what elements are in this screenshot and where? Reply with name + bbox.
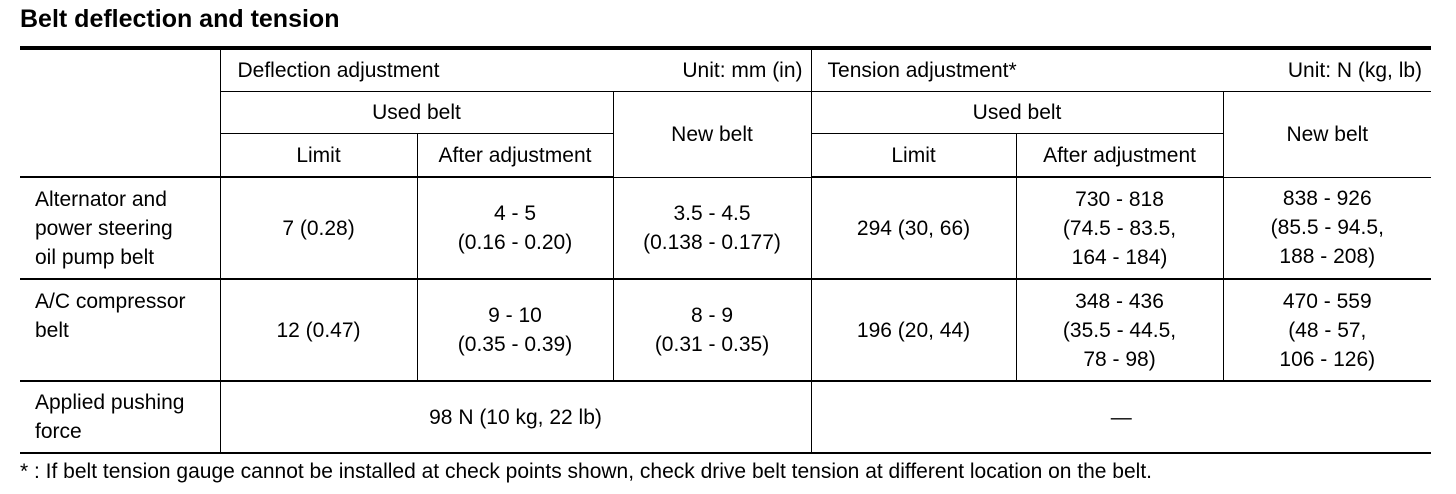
deflection-after-adjustment-header: After adjustment bbox=[417, 134, 613, 178]
tension-adjustment-label: Tension adjustment* bbox=[827, 59, 1017, 82]
tension-used-limit-cell: 196 (20, 44) bbox=[811, 279, 1016, 381]
belt-spec-table bbox=[20, 50, 1431, 454]
corner-cell bbox=[20, 50, 220, 177]
deflection-used-after-cell: 4 - 5 (0.16 - 0.20) bbox=[417, 177, 613, 279]
row-label: Alternator and power steering oil pump belt bbox=[20, 177, 220, 279]
deflection-used-after-cell: 9 - 10 (0.35 - 0.39) bbox=[417, 279, 613, 381]
deflection-used-belt-header: Used belt bbox=[220, 92, 613, 134]
deflection-new-cell: 8 - 9 (0.31 - 0.35) bbox=[613, 279, 811, 381]
footnote: * : If belt tension gauge cannot be installed at check points shown, check drive belt tension at different location on the belt. bbox=[20, 460, 1153, 483]
tension-used-limit-cell: 294 (30, 66) bbox=[811, 177, 1016, 279]
tension-used-after-cell: 348 - 436 (35.5 - 44.5, 78 - 98) bbox=[1016, 279, 1223, 381]
deflection-used-limit-cell: 7 (0.28) bbox=[220, 177, 417, 279]
header-row-belt-type bbox=[20, 92, 1431, 134]
deflection-used-limit-cell: 12 (0.47) bbox=[220, 279, 417, 381]
deflection-new-cell: 3.5 - 4.5 (0.138 - 0.177) bbox=[613, 177, 811, 279]
tension-unit-label: Unit: N (kg, lb) bbox=[1287, 59, 1423, 82]
row-label: Applied pushing force bbox=[20, 381, 220, 453]
deflection-limit-header: Limit bbox=[220, 134, 417, 178]
table-row bbox=[20, 279, 1431, 381]
deflection-section-header bbox=[220, 50, 811, 92]
pushing-force-deflection-cell: 98 N (10 kg, 22 lb) bbox=[220, 381, 811, 453]
row-label: A/C compressor belt bbox=[20, 279, 220, 381]
deflection-unit-label: Unit: mm (in) bbox=[682, 59, 803, 82]
tension-used-after-cell: 730 - 818 (74.5 - 83.5, 164 - 184) bbox=[1016, 177, 1223, 279]
tension-new-cell: 838 - 926 (85.5 - 94.5, 188 - 208) bbox=[1223, 177, 1431, 279]
tension-limit-header: Limit bbox=[811, 134, 1016, 178]
deflection-new-belt-header: New belt bbox=[613, 92, 811, 178]
tension-after-adjustment-header: After adjustment bbox=[1016, 134, 1223, 178]
tension-new-belt-header: New belt bbox=[1223, 92, 1431, 178]
table-row bbox=[20, 177, 1431, 279]
tension-section-header bbox=[811, 50, 1431, 92]
tension-used-belt-header: Used belt bbox=[811, 92, 1223, 134]
page-title: Belt deflection and tension bbox=[20, 5, 340, 33]
table-row bbox=[20, 381, 1431, 453]
deflection-adjustment-label: Deflection adjustment bbox=[237, 59, 440, 82]
tension-new-cell: 470 - 559 (48 - 57, 106 - 126) bbox=[1223, 279, 1431, 381]
header-row-sections bbox=[20, 50, 1431, 92]
pushing-force-tension-cell: — bbox=[811, 381, 1431, 453]
